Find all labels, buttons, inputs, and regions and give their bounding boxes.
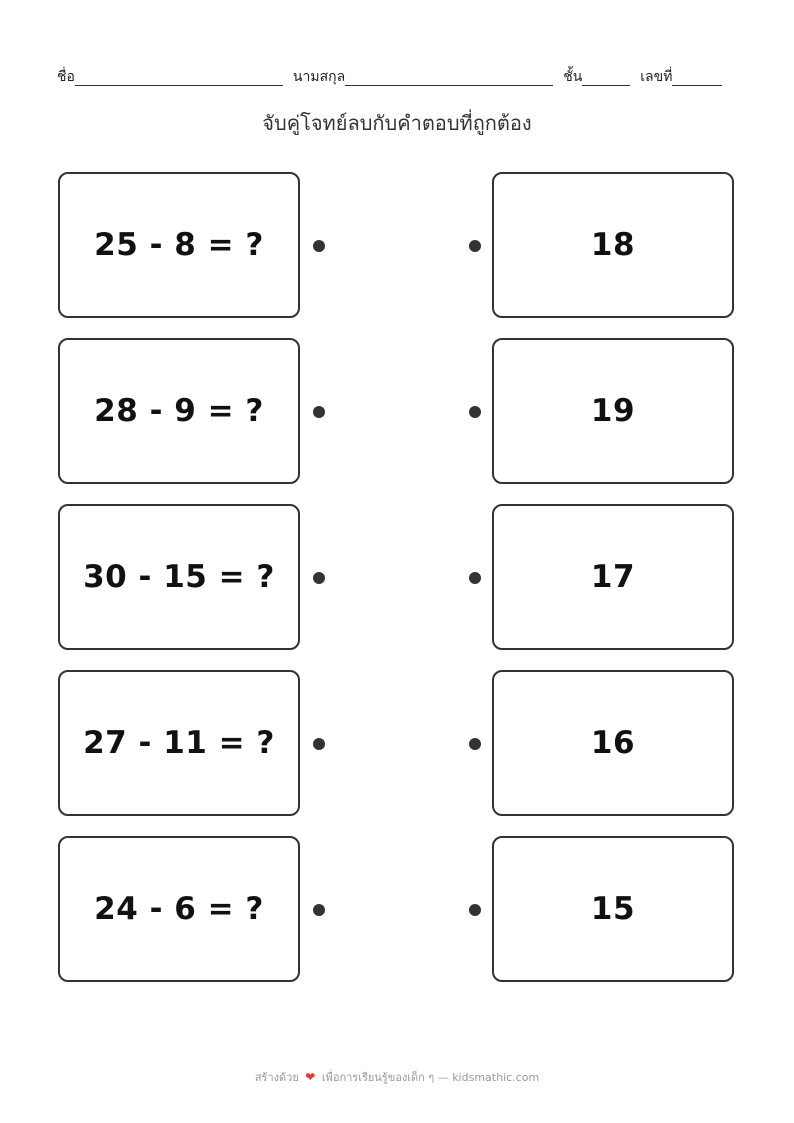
pair-row xyxy=(0,172,794,322)
answer-text: 15 xyxy=(590,891,636,927)
answer-dot[interactable] xyxy=(469,572,481,584)
class-label: ชั้น xyxy=(563,69,583,85)
answer-card xyxy=(492,338,734,484)
answer-card xyxy=(492,836,734,982)
question-dot[interactable] xyxy=(313,406,325,418)
answer-text: 18 xyxy=(590,227,636,263)
question-dot[interactable] xyxy=(313,240,325,252)
surname-field[interactable] xyxy=(345,67,553,86)
answer-text: 16 xyxy=(590,725,636,761)
pair-row xyxy=(0,670,794,820)
answer-dot[interactable] xyxy=(469,904,481,916)
question-text: 30 - 15 = ? xyxy=(83,559,275,595)
answer-card xyxy=(492,172,734,318)
answer-dot[interactable] xyxy=(469,738,481,750)
answer-card xyxy=(492,504,734,650)
question-dot[interactable] xyxy=(313,572,325,584)
question-text: 28 - 9 = ? xyxy=(94,393,264,429)
heart-icon: ❤ xyxy=(305,1070,316,1084)
name-label: ชื่อ xyxy=(57,69,75,85)
question-card xyxy=(58,670,300,816)
answer-card xyxy=(492,670,734,816)
question-card xyxy=(58,504,300,650)
question-text: 25 - 8 = ? xyxy=(94,227,264,263)
footer xyxy=(0,1068,794,1087)
student-info-row xyxy=(57,64,747,86)
name-field[interactable] xyxy=(75,67,283,86)
question-card xyxy=(58,836,300,982)
question-card xyxy=(58,338,300,484)
number-field[interactable] xyxy=(672,67,722,86)
worksheet-title: จับคู่โจทย์ลบกับคำตอบที่ถูกต้อง xyxy=(262,111,532,135)
pair-row xyxy=(0,504,794,654)
question-dot[interactable] xyxy=(313,738,325,750)
answer-dot[interactable] xyxy=(469,406,481,418)
number-label: เลขที่ xyxy=(640,69,673,85)
pair-row xyxy=(0,836,794,986)
pair-row xyxy=(0,338,794,488)
question-dot[interactable] xyxy=(313,904,325,916)
footer-text-after: เพื่อการเรียนรู้ของเด็ก ๆ — kidsmathic.com xyxy=(321,1071,540,1084)
question-text: 27 - 11 = ? xyxy=(83,725,275,761)
answer-text: 17 xyxy=(590,559,636,595)
question-card xyxy=(58,172,300,318)
answer-text: 19 xyxy=(590,393,636,429)
footer-text-before: สร้างด้วย xyxy=(254,1071,299,1084)
answer-dot[interactable] xyxy=(469,240,481,252)
class-field[interactable] xyxy=(582,67,630,86)
surname-label: นามสกุล xyxy=(292,69,346,85)
question-text: 24 - 6 = ? xyxy=(94,891,264,927)
